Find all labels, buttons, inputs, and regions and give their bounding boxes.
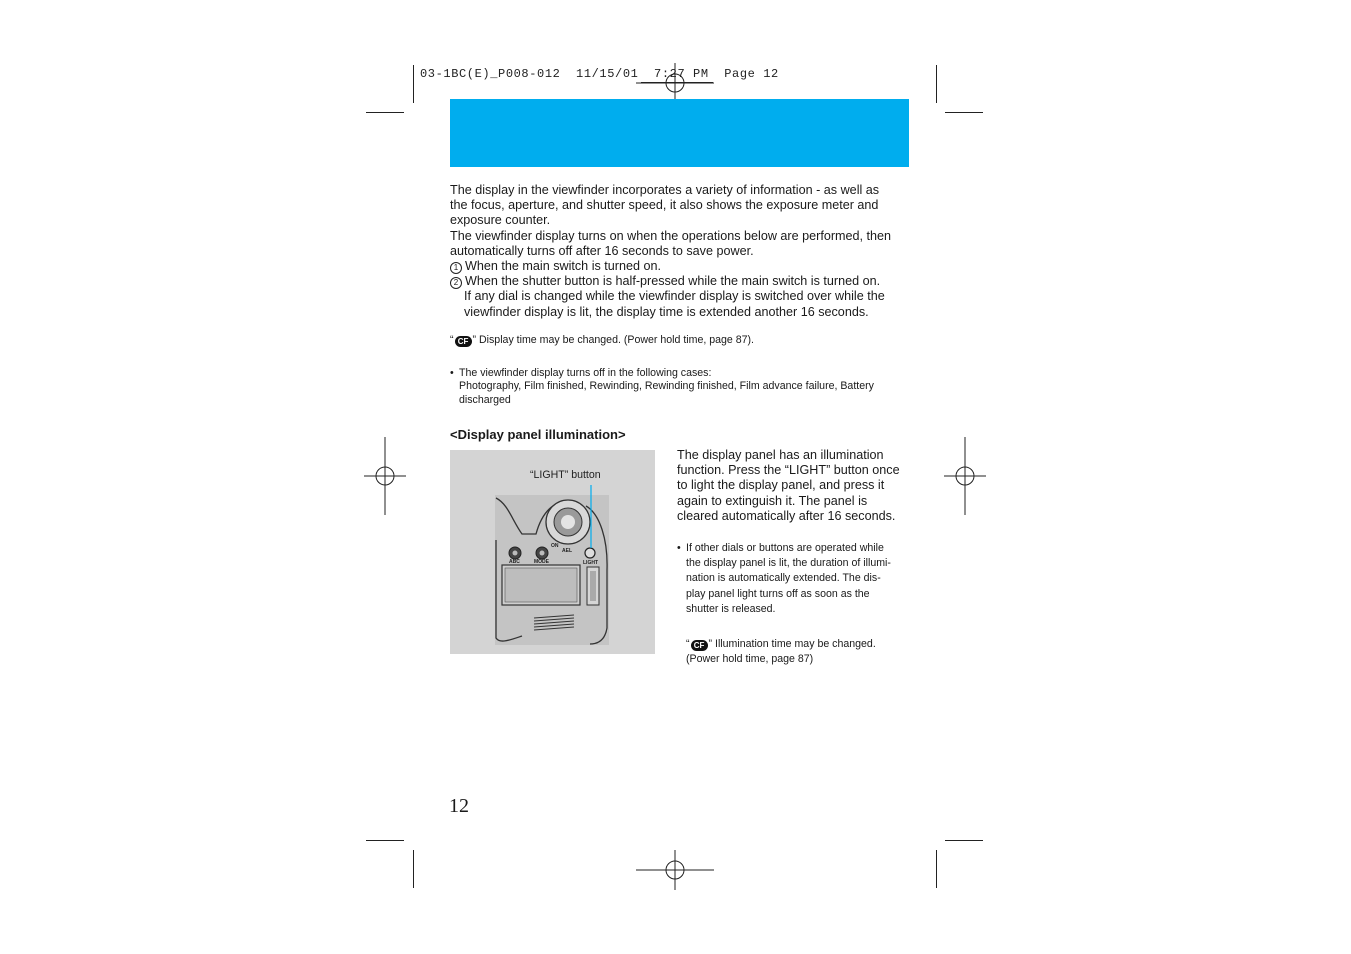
illum-line: The display panel has an illumination — [677, 448, 884, 462]
cf-badge-icon: CF — [455, 336, 472, 347]
bullet-icon: • — [677, 542, 681, 554]
intro-line: The display in the viewfinder incorporates a variety of information - as well as — [450, 183, 880, 197]
illum-line: again to extinguish it. The panel is — [677, 493, 868, 508]
intro-line: exposure counter. — [450, 213, 551, 228]
quote-mark: “ — [686, 638, 690, 650]
circled-number-2: 2 — [450, 277, 462, 289]
illumination-note — [677, 541, 917, 617]
label-mode: MODE — [534, 559, 549, 565]
condition-text-1: When the main switch is turned on. — [465, 259, 661, 274]
illumination-cf-note — [686, 637, 926, 667]
page-number: 12 — [449, 795, 469, 817]
illum-note-line: If other dials or buttons are operated while — [686, 542, 884, 554]
illumination-description — [677, 448, 917, 524]
print-slug: 03-1BC(E)_P008-012 11/15/01 7:27 PM Page 12 — [420, 67, 779, 81]
intro-line: automatically turns off after 16 seconds to save power. — [450, 243, 754, 258]
intro-section — [450, 183, 920, 320]
camera-photo — [450, 450, 655, 654]
illum-note-line: play panel light turns off as soon as the — [686, 587, 870, 600]
cf-note-text: ” Display time may be changed. (Power hold time, page 87). — [472, 334, 754, 346]
illum-note-line: nation is automatically extended. The dis- — [686, 572, 881, 585]
quote-mark: “ — [450, 334, 454, 346]
illum-cf-line-2: (Power hold time, page 87) — [686, 653, 814, 666]
label-ael: AEL — [562, 548, 572, 554]
photo-caption: “LIGHT” button — [530, 469, 601, 481]
label-light: LIGHT — [583, 560, 598, 566]
illum-note-line: shutter is released. — [686, 602, 776, 615]
condition-item-2 — [450, 274, 920, 289]
bullet-icon: • — [450, 367, 454, 379]
bullet-item — [450, 367, 920, 407]
off-note-line: The viewfinder display turns off in the following cases: — [459, 367, 712, 379]
intro-line: The viewfinder display turns on when the operations below are performed, then — [450, 228, 892, 243]
condition-item-1 — [450, 259, 920, 274]
condition-text-2: When the shutter button is half-pressed while the main switch is turned on. — [465, 274, 881, 289]
circled-number-1: 1 — [450, 262, 462, 274]
cf-badge-icon: CF — [691, 640, 708, 651]
registration-mark-right-icon — [944, 437, 986, 515]
illum-note-line: the display panel is lit, the duration of illumi- — [686, 557, 891, 570]
registration-mark-bottom-icon — [636, 850, 714, 890]
registration-mark-left-icon — [364, 437, 406, 515]
condition-continuation: If any dial is changed while the viewfinder display is switched over while the — [464, 289, 885, 304]
illum-cf-line — [686, 637, 926, 652]
bullet-item — [677, 541, 917, 617]
condition-continuation: viewfinder display is lit, the display time is extended another 16 seconds. — [464, 304, 869, 319]
custom-function-note — [450, 334, 920, 347]
slug-underline — [641, 82, 713, 83]
display-off-note — [450, 367, 920, 407]
off-note-line: Photography, Film finished, Rewinding, Rewinding finished, Film advance failure, Battery — [459, 380, 874, 393]
illum-cf-text: ” Illumination time may be changed. — [708, 638, 876, 650]
illum-line: function. Press the “LIGHT” button once — [677, 463, 900, 478]
camera-illustration — [450, 450, 655, 654]
label-on: ON — [551, 543, 559, 549]
intro-line: the focus, aperture, and shutter speed, it also shows the exposure meter and — [450, 198, 879, 213]
off-note-line: discharged — [459, 393, 511, 406]
illum-line: cleared automatically after 16 seconds. — [677, 508, 896, 523]
section-banner — [450, 99, 909, 167]
label-abc: ABC — [509, 559, 520, 565]
section-heading: <Display panel illumination> — [450, 427, 626, 442]
illum-line: to light the display panel, and press it — [677, 478, 885, 493]
